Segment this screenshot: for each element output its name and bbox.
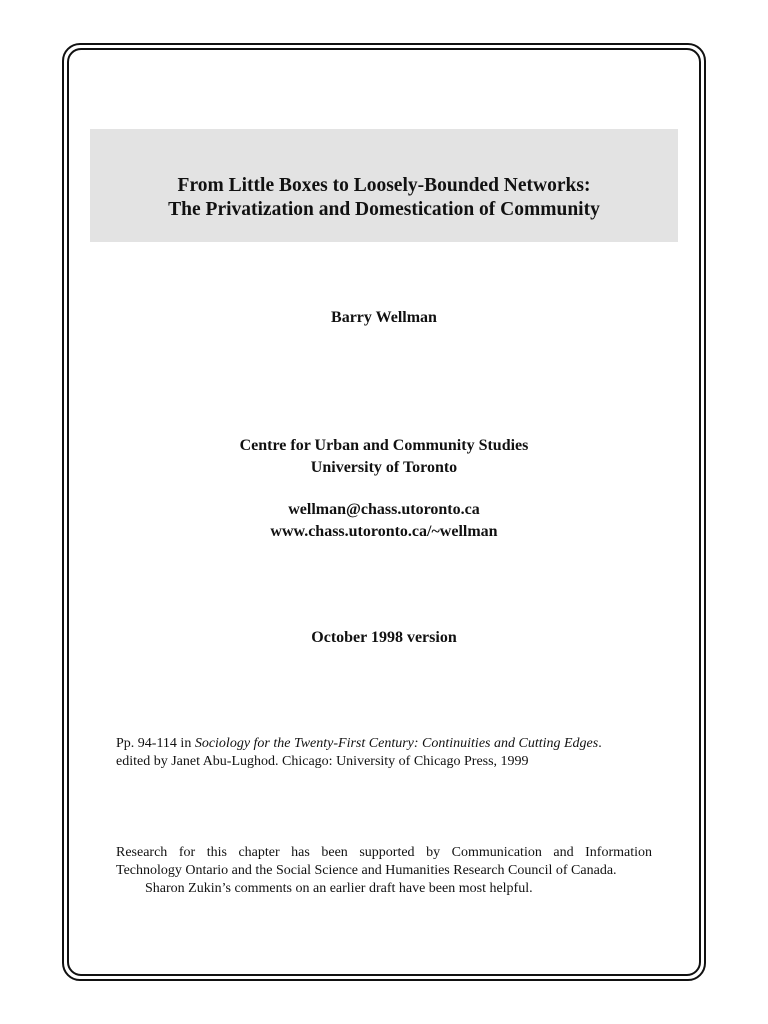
- affiliation-university: University of Toronto: [310, 459, 458, 476]
- author-name: Barry Wellman: [331, 309, 437, 326]
- affiliation-centre: Centre for Urban and Community Studies: [239, 437, 529, 454]
- citation-prefix: Pp. 94-114 in: [116, 736, 195, 751]
- citation-period: .: [598, 736, 602, 751]
- acknowledgement-line-1: Research for this chapter has been supported by Communication and Information: [116, 845, 652, 860]
- acknowledgement-line-3: Sharon Zukin’s comments on an earlier draft have been most helpful.: [145, 881, 533, 896]
- acknowledgement-line-2: Technology Ontario and the Social Science and Humanities Research Council of Canada.: [116, 863, 617, 878]
- author-email: wellman@chass.utoronto.ca: [288, 501, 480, 518]
- title-line-1: From Little Boxes to Loosely-Bounded Networks:: [177, 175, 591, 196]
- citation-block: [116, 735, 652, 771]
- version-date: October 1998 version: [311, 629, 457, 646]
- citation-line-1: [116, 735, 652, 753]
- citation-line-2: edited by Janet Abu-Lughod. Chicago: University of Chicago Press, 1999: [116, 754, 529, 769]
- acknowledgement-block: [116, 844, 652, 898]
- title-line-2: The Privatization and Domestication of Community: [168, 199, 600, 220]
- citation-book-title: Sociology for the Twenty-First Century: Continuities and Cutting Edges: [194, 736, 599, 751]
- author-website: www.chass.utoronto.ca/~wellman: [270, 523, 498, 540]
